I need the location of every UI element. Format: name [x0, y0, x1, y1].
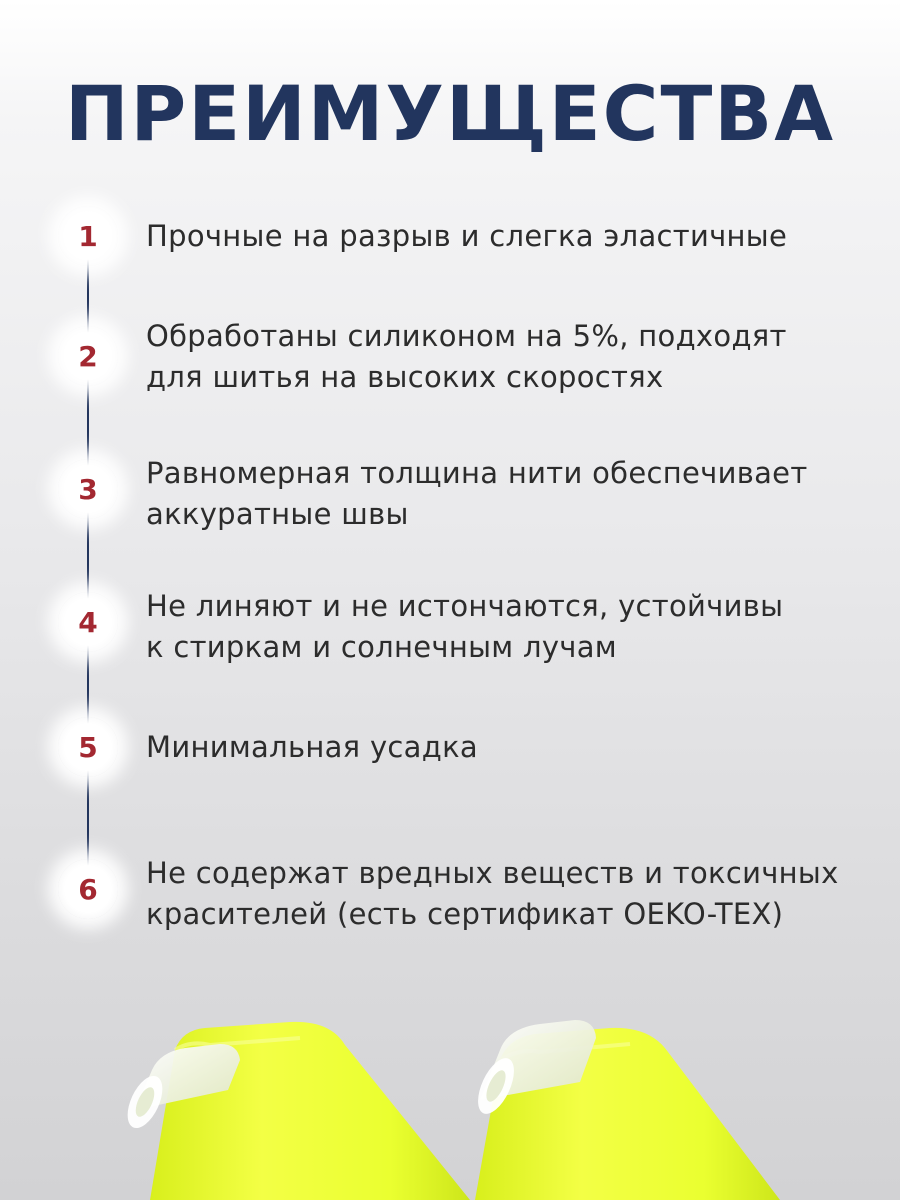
advantage-text-line: Прочные на разрыв и слегка эластичные: [146, 219, 788, 253]
advantage-text-line: Минимальная усадка: [146, 730, 478, 764]
number-badge: 2: [58, 326, 118, 386]
advantage-text: [146, 216, 866, 257]
advantage-text-line: Равномерная толщина нити обеспечивает: [146, 456, 808, 490]
number-badge: 4: [58, 592, 118, 652]
number-badge: 5: [58, 717, 118, 777]
thread-spools-illustration: [0, 990, 900, 1200]
number-badge: 6: [58, 859, 118, 919]
advantage-text-line: аккуратные швы: [146, 497, 409, 531]
advantage-text: [146, 586, 866, 668]
thread-spool-right: [471, 1020, 780, 1200]
advantage-text-line: Обработаны силиконом на 5%, подходят: [146, 319, 787, 353]
advantage-text: [146, 853, 866, 935]
page-title: ПРЕИМУЩЕСТВА: [64, 69, 836, 158]
thread-spool-left: [120, 1022, 470, 1200]
advantage-text: [146, 453, 866, 535]
advantage-text-line: Не линяют и не истончаются, устойчивы: [146, 589, 784, 623]
advantage-text-line: к стиркам и солнечным лучам: [146, 630, 617, 664]
number-badge: 3: [58, 459, 118, 519]
advantage-text-line: красителей (есть сертификат OEKO-TEX): [146, 897, 784, 931]
advantage-text: [146, 316, 866, 398]
advantage-text-line: Не содержат вредных веществ и токсичных: [146, 856, 839, 890]
number-badge: 1: [58, 206, 118, 266]
advantage-text: [146, 727, 866, 768]
advantage-text-line: для шитья на высоких скоростях: [146, 360, 664, 394]
